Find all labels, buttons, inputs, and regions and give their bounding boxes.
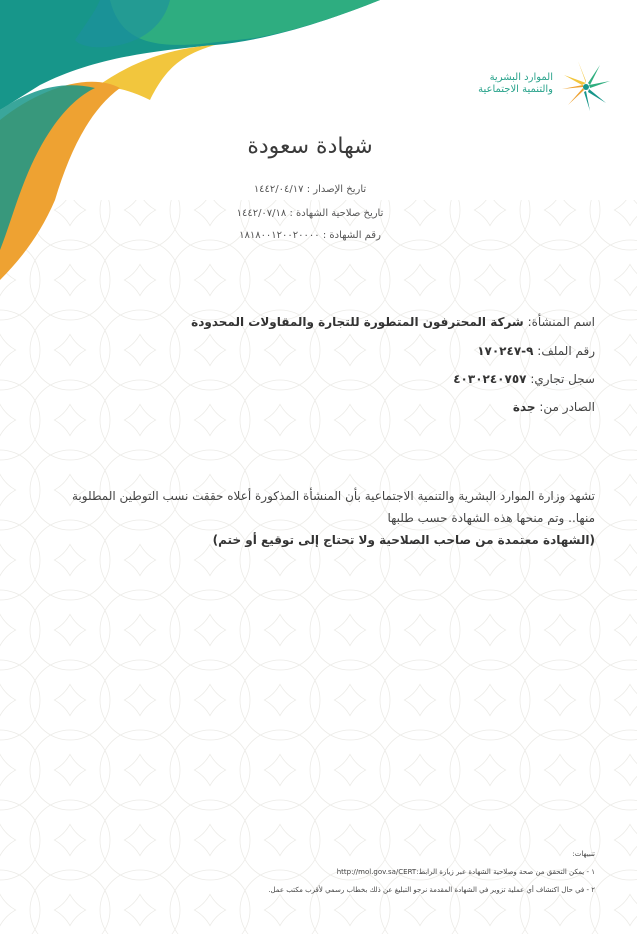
note-2: ٢ - في حال اكتشاف أي عملية تزوير في الشهادة المقدمة نرجو التبليغ عن ذلك بخطاب رسمي لأقرب مكتب عمل. <box>268 886 595 894</box>
notes-heading: تنبيهات: <box>572 850 595 858</box>
file-number-row <box>35 344 595 358</box>
logo-text-line1: الموارد البشرية <box>489 72 553 83</box>
issued-from-row <box>35 400 595 414</box>
palm-star-icon <box>557 58 615 116</box>
issue-date: تاريخ الإصدار : ١٤٤٢/٠٤/١٧ <box>253 184 367 195</box>
statement-paragraph <box>35 485 595 551</box>
file-number-value: ٩-١٧٠٢٤٧ <box>477 344 534 358</box>
approval-note: (الشهادة معتمدة من صاحب الصلاحية ولا تحتاج إلى توقيع أو ختم) <box>212 533 595 547</box>
commercial-register-row <box>35 372 595 386</box>
commercial-register-label: سجل تجاري: <box>530 372 595 386</box>
logo-text-line2: والتنمية الاجتماعية <box>478 84 553 95</box>
certificate-number: رقم الشهادة : ١٨١٨٠٠١٢٠٠٢٠٠٠٠ <box>239 230 381 241</box>
establishment-name-value: شركة المحترفون المتطورة للتجارة والمقاولات المحدودة <box>191 315 524 329</box>
commercial-register-value: ٤٠٣٠٢٤٠٧٥٧ <box>453 372 527 386</box>
issued-from-label: الصادر من: <box>539 400 595 414</box>
issued-from-value: جدة <box>512 400 536 414</box>
note-1: ١ - يمكن التحقق من صحة وصلاحية الشهادة عبر زيارة الرابط:http://mol.gov.sa/CERT <box>336 868 595 876</box>
statement-line1: تشهد وزارة الموارد البشرية والتنمية الاجتماعية بأن المنشأة المذكورة أعلاه حققت نسب التوطين المطلوبة <box>72 489 595 503</box>
file-number-label: رقم الملف: <box>537 344 595 358</box>
certificate-title: شهادة سعودة <box>247 134 373 159</box>
establishment-name-row <box>35 315 595 329</box>
statement-line2: منها.. وتم منحها هذه الشهادة حسب طلبها <box>387 511 595 525</box>
ministry-logo <box>455 58 615 118</box>
establishment-name-label: اسم المنشأة: <box>527 315 595 329</box>
validity-date: تاريخ صلاحية الشهادة : ١٤٤٢/٠٧/١٨ <box>236 208 384 219</box>
logo-text <box>443 72 553 96</box>
